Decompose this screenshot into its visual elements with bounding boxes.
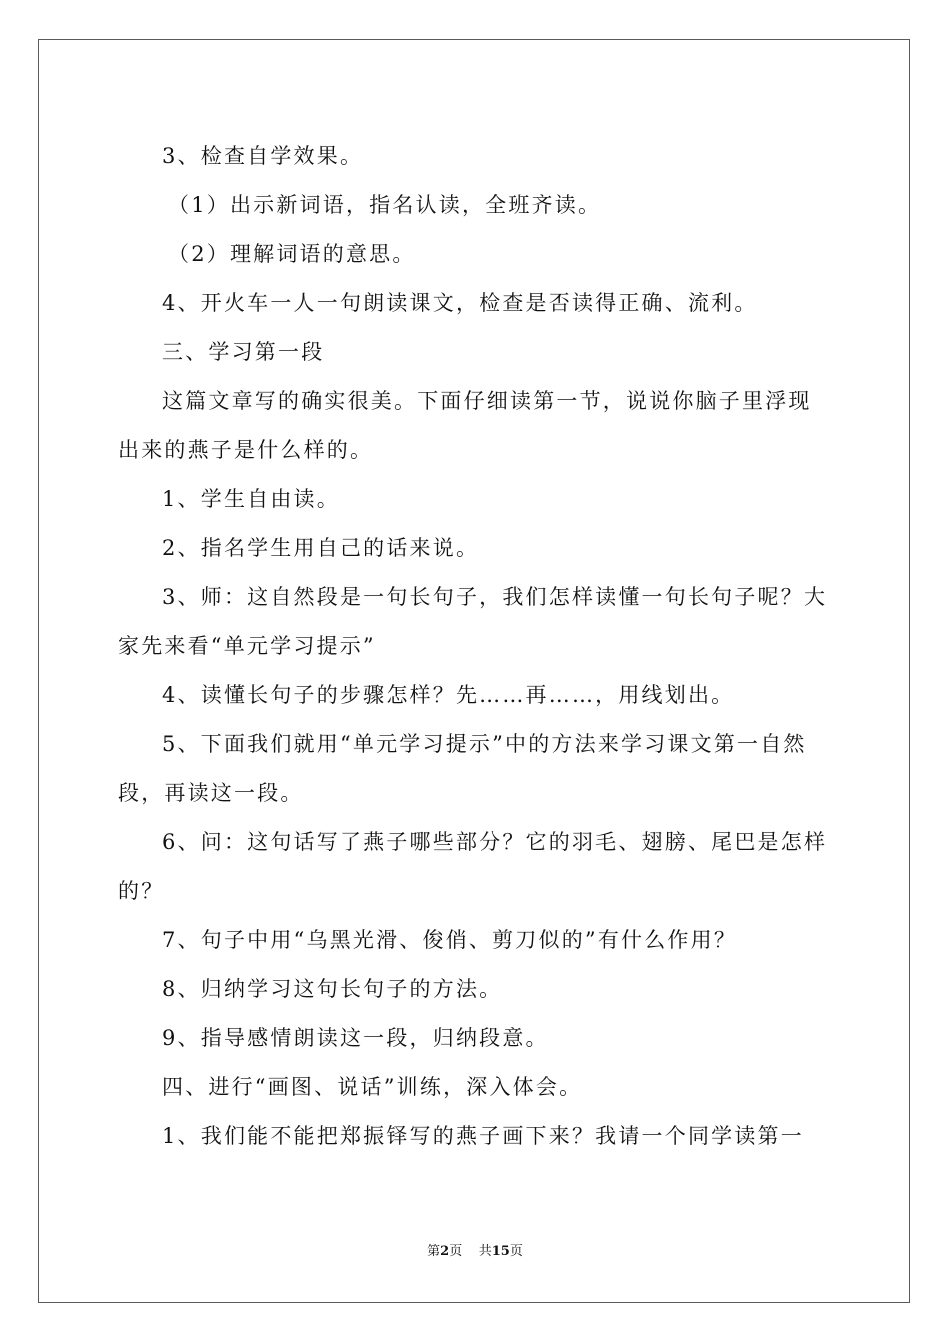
paragraph: 8、归纳学习这句长句子的方法。 (162, 977, 503, 1001)
paragraph: 2、指名学生用自己的话来说。 (162, 536, 480, 560)
paragraph: 3、检查自学效果。 (162, 144, 364, 168)
paragraph: 3、师：这自然段是一句长句子，我们怎样读懂一句长句子呢？大家先来看“单元学习提示” (118, 585, 828, 658)
paragraph: 4、开火车一人一句朗读课文，检查是否读得正确、流利。 (162, 291, 758, 315)
paragraph: 1、我们能不能把郑振铎写的燕子画下来？我请一个同学读第一 (162, 1124, 804, 1148)
paragraph: 4、读懂长句子的步骤怎样？先……再……，用线划出。 (162, 683, 735, 707)
paragraph: 6、问：这句话写了燕子哪些部分？它的羽毛、翅膀、尾巴是怎样的？ (118, 830, 828, 903)
page-total: 共15页 (478, 1244, 523, 1259)
paragraph: 这篇文章写的确实很美。下面仔细读第一节，说说你脑子里浮现出来的燕子是什么样的。 (118, 389, 812, 462)
page-number: 第2页 (427, 1244, 463, 1259)
document-body (118, 132, 834, 1161)
paragraph: 7、句子中用“乌黑光滑、俊俏、剪刀似的”有什么作用？ (162, 928, 738, 952)
paragraph: 1、学生自由读。 (162, 487, 340, 511)
page-footer (0, 1240, 950, 1259)
paragraph: 5、下面我们就用“单元学习提示”中的方法来学习课文第一自然段，再读这一段。 (118, 732, 807, 805)
paragraph: 9、指导感情朗读这一段，归纳段意。 (162, 1026, 549, 1050)
section-heading: 三、学习第一段 (162, 340, 325, 364)
section-heading: 四、进行“画图、说话”训练，深入体会。 (162, 1075, 583, 1099)
paragraph: （1）出示新词语，指名认读，全班齐读。 (168, 193, 602, 217)
paragraph: （2）理解词语的意思。 (168, 242, 416, 266)
